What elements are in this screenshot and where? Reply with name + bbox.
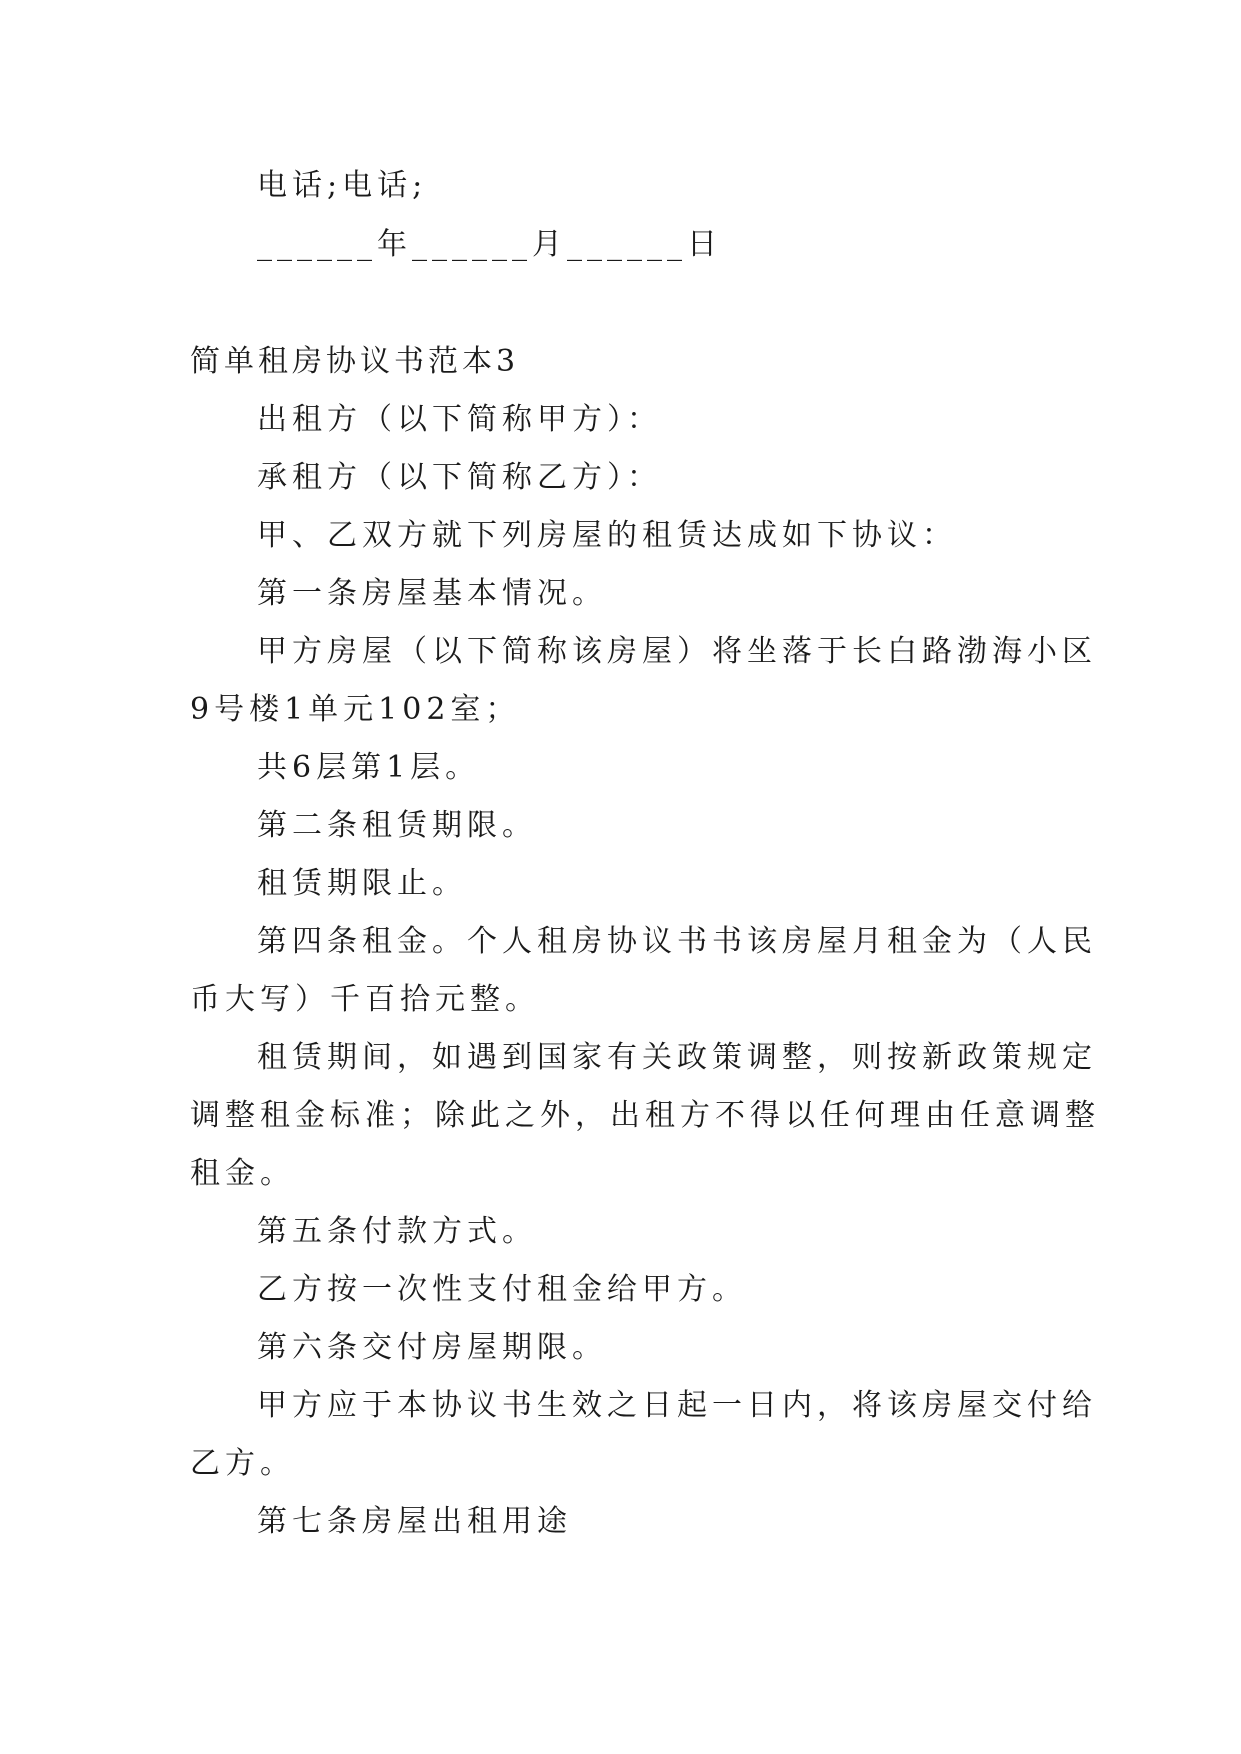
text-line: 第五条付款方式。 — [257, 1214, 537, 1249]
text-line: 调整租金标准；除此之外，出租方不得以任何理由任意调整 — [190, 1098, 1100, 1133]
text-line: 乙方。 — [190, 1446, 295, 1481]
date-line: ______年______月______日 — [257, 227, 722, 262]
text-line: 甲方房屋（以下简称该房屋）将坐落于长白路渤海小区 — [257, 634, 1097, 669]
text-line: 第四条租金。个人租房协议书书该房屋月租金为（人民 — [257, 924, 1097, 959]
document-title: 简单租房协议书范本3 — [190, 344, 520, 379]
phone-line: 电话;电话; — [257, 168, 428, 203]
text-line: 第一条房屋基本情况。 — [257, 576, 607, 611]
text-line: 第二条租赁期限。 — [257, 808, 537, 843]
text-line: 共6层第1层。 — [257, 750, 481, 785]
text-line: 租金。 — [190, 1156, 295, 1191]
text-line: 租赁期间，如遇到国家有关政策调整，则按新政策规定 — [257, 1040, 1097, 1075]
text-line: 出租方（以下简称甲方）： — [257, 402, 662, 437]
text-line: 币大写）千百拾元整。 — [190, 982, 540, 1017]
text-line: 租赁期限止。 — [257, 866, 467, 901]
text-line: 乙方按一次性支付租金给甲方。 — [257, 1272, 747, 1307]
text-line: 甲方应于本协议书生效之日起一日内，将该房屋交付给 — [257, 1388, 1097, 1423]
text-line: 第七条房屋出租用途 — [257, 1504, 572, 1539]
text-line: 第六条交付房屋期限。 — [257, 1330, 607, 1365]
text-line: 9号楼1单元102室； — [190, 692, 521, 727]
text-line: 甲、乙双方就下列房屋的租赁达成如下协议： — [257, 518, 957, 553]
text-line: 承租方（以下简称乙方）： — [257, 460, 662, 495]
